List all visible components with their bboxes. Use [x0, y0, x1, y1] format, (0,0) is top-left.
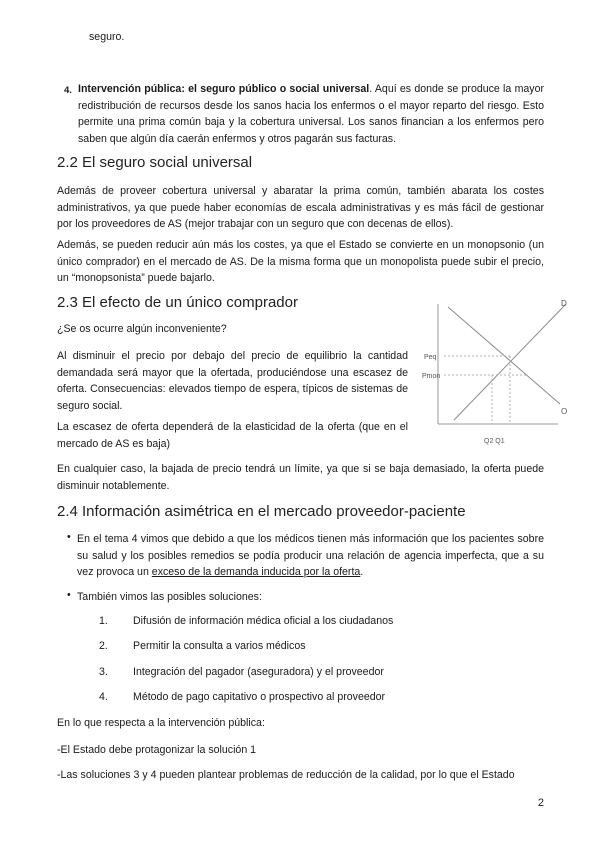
- bullet-1-text: En el tema 4 vimos que debido a que los médicos tienen más información que los pacientes sobre su salud y los posibles remedios se podía producir una relación de agencia imperfecta, que a su vez provoca un: [77, 533, 544, 578]
- s23-paragraph-3: En cualquier caso, la bajada de precio tendrá un límite, ya que si se baja demasiado, la oferta puede disminuir notablemente.: [57, 463, 544, 492]
- section-heading-2-4: 2.4 Información asimétrica en el mercado proveedor-paciente: [57, 503, 466, 520]
- s23-paragraph-2: La escasez de oferta dependerá de la elasticidad de la oferta (que en el mercado de AS es baja): [57, 421, 408, 450]
- s23-question: ¿Se os ocurre algún inconveniente?: [57, 323, 227, 335]
- section-heading-2-3: 2.3 El efecto de un único comprador: [57, 294, 298, 311]
- supply-label: O: [561, 407, 568, 416]
- bullet-1-underlined: exceso de la demanda inducida por la oferta: [151, 566, 361, 578]
- s24-bullet-2: También vimos las posibles soluciones:: [77, 591, 262, 603]
- bullet-dot: •: [67, 531, 71, 543]
- bullet-1-end: .: [360, 566, 364, 578]
- section-heading-2-2: 2.2 El seguro social universal: [57, 154, 253, 171]
- demand-label: D: [561, 299, 567, 308]
- bullet-dot: •: [67, 589, 71, 601]
- item4-bold-title: Intervención pública: el seguro público o social universal: [78, 83, 370, 95]
- s22-paragraph-2: Además, se pueden reducir aún más los costes, ya que el Estado se convierte en un monopsonio (un único comprador) en el mercado de AS. De la misma forma que un monopolista puede subir el precio, un “monopsonista” puede bajarlo.: [57, 239, 544, 284]
- p-mon-label: Pmon: [422, 373, 441, 380]
- document-page: seguro. 4. Intervención pública: el seguro público o social universal. Aquí es donde se produce la mayor redistribución de recursos desde los sanos hacia los enfermos o el mayor reparto del riesgo. Esto permite una prima común baja y la cobertura universal. Los sanos financian a los enfermos pero saben que algún día caerán enfermos y otros pagarán sus facturas. 2.2 El seguro social universal Además de proveer cobertura universal y abaratar la prima común, también abarata los costes administrativos, ya que puede haber economías de escala administrativas y es más fácil de gestionar por los proveedores de AS (mejor trabajar con un seguro que con decenas de ellos). Además, se pueden reducir aún más los costes, ya que el Estado se convierte en un monopsonio (un único comprador) en el mercado de AS. De la misma forma que un monopolista puede subir el precio, un “monopsonista” puede bajarlo. 2.3 El efecto de un único comprador ¿Se os ocurre algún inconveniente? Al disminuir el precio por debajo del precio de equilibrio la cantidad demandada será mayor que la ofertada, produciéndose una escasez de oferta. Consecuencias: elevados tiempo de espera, típicos de sistemas de seguro social. La escasez de oferta dependerá de la elasticidad de la oferta (que en el mercado de AS es baja) D O Peq Pmon Q2 Q1 En cualquier caso, la bajada de precio tendrá un límite, ya que si se baja demasiado, la oferta puede disminuir notablemente. 2.4 Información asimétrica en el mercado proveedor-paciente • En el tema 4 vimos que debido a que los médicos tienen más información que los pacientes sobre su salud y los posibles remedios se podía producir una relación de agencia imperfecta, que a su vez provoca un exceso de la demanda inducida por la oferta. • También vimos las posibles soluciones: 1. Difusión de información médica oficial a los ciudadanos 2. Permitir la consulta a varios médicos 3. Integración del pagador (aseguradora) y el proveedor 4. Método de pago capitativo o prospectivo al proveedor En lo que respecta a la intervención pública: -El Estado debe protagonizar la solución 1 -Las soluciones 3 y 4 pueden plantear problemas de reducción de la calidad, por lo que el Estado 2: [0, 0, 600, 848]
- s24-point-a: -El Estado debe protagonizar la solución 1: [57, 744, 257, 756]
- item-number: 4.: [64, 85, 72, 96]
- p-eq-label: Peq: [424, 354, 437, 361]
- supply-demand-graph: [418, 292, 578, 452]
- s24-intro: En lo que respecta a la intervención pública:: [57, 717, 265, 729]
- s24-bullet-1: [77, 531, 544, 581]
- item4-paragraph: [78, 81, 544, 147]
- page-number: 2: [537, 797, 544, 809]
- continued-fragment: seguro.: [89, 31, 125, 43]
- item4-text: . Aquí es donde se produce la mayor redistribución de recursos desde los sanos hacia los enfermos o el mayor reparto del riesgo. Esto permite una prima común baja y la cobertura universal. Los sanos financian a los enfermos pero saben que algún día caerán enfermos y otros pagarán sus facturas.: [78, 83, 544, 145]
- s23-paragraph-1: Al disminuir el precio por debajo del precio de equilibrio la cantidad demandada será mayor que la ofertada, produciéndose una escasez de oferta. Consecuencias: elevados tiempo de espera, típicos de sistemas de seguro social.: [57, 350, 408, 412]
- q-labels: Q2 Q1: [484, 438, 505, 445]
- s24-point-b: -Las soluciones 3 y 4 pueden plantear problemas de reducción de la calidad, por lo que el Estado: [57, 769, 515, 781]
- s22-paragraph-1: Además de proveer cobertura universal y abaratar la prima común, también abarata los costes administrativos, ya que puede haber economías de escala administrativas y es más fácil de gestionar por los proveedores de AS (mejor trabajar con un seguro que con decenas de ellos).: [57, 185, 544, 230]
